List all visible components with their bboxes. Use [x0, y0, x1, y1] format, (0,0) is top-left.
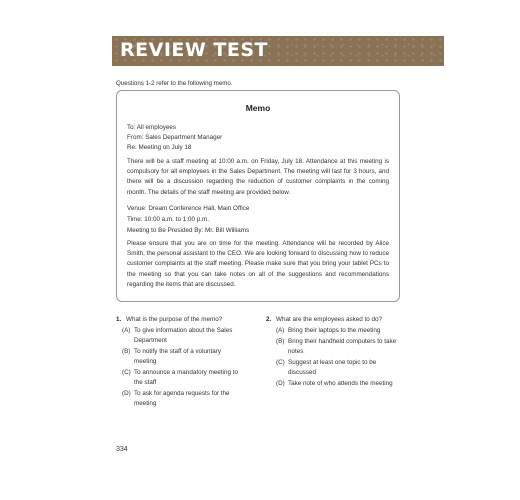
- review-test-banner: [112, 36, 444, 66]
- option-letter: (A): [122, 327, 131, 334]
- option-text: Bring their handheld computers to take notes: [288, 338, 397, 355]
- option-text: Suggest at least one topic to be discussed: [288, 359, 377, 376]
- memo-box: [116, 90, 400, 302]
- banner-title: REVIEW TEST: [120, 39, 269, 61]
- option-letter: (C): [122, 369, 131, 376]
- question-2-number: 2.: [266, 316, 272, 323]
- memo-venue: Venue: Dream Conference Hall, Main Office: [127, 205, 250, 212]
- option-letter: (D): [276, 380, 285, 387]
- memo-paragraph-2: Please ensure that you are on time for the meeting. Attendance will be recorded by Alice Smith, the personal assistant to the CEO. We are looking forward to discussing how to reduce customer complaints at the staff meeting. Please make sure that you bring your tablet PCs to the meeting so that you can take notes on all of the suggestions and recommendations regarding the items that are discussed.: [127, 240, 389, 288]
- memo-paragraph-1: There will be a staff meeting at 10:00 a.m. on Friday, July 18. Attendance at this meeting is compulsory for all employees in the Sales Department. The meeting will last for 3 hours, and there will be a discussion regarding the reduction of customer complaints in the coming month. The details of the staff meeting are provided below.: [127, 158, 389, 196]
- option-text: To give information about the Sales Department: [134, 327, 233, 344]
- questions-intro: Questions 1-2 refer to the following memo.: [116, 80, 233, 87]
- option-text: To notify the staff of a voluntary meeting: [134, 348, 222, 365]
- memo-time: Time: 10:00 a.m. to 1:00 p.m.: [127, 216, 210, 223]
- memo-presided: Meeting to Be Presided By: Mr. Bill Williams: [127, 227, 250, 234]
- option-text: Take note of who attends the meeting: [288, 380, 393, 387]
- memo-title: Memo: [245, 103, 271, 113]
- memo-to: To: All employees: [127, 124, 177, 131]
- option-letter: (B): [122, 348, 131, 355]
- question-1-number: 1.: [116, 316, 122, 323]
- memo-re: Re: Meeting on July 18: [127, 144, 192, 151]
- option-text: Bring their laptops to the meeting: [288, 327, 381, 334]
- question-2-text: What are the employees asked to do?: [276, 316, 383, 323]
- question-1-text: What is the purpose of the memo?: [126, 316, 223, 323]
- option-letter: (A): [276, 327, 285, 334]
- page-number: 334: [116, 446, 128, 453]
- option-text: To announce a mandatory meeting to the staff: [134, 369, 238, 386]
- memo-from: From: Sales Department Manager: [127, 134, 223, 141]
- option-letter: (D): [122, 390, 131, 397]
- option-letter: (C): [276, 359, 285, 366]
- option-letter: (B): [276, 338, 285, 345]
- option-text: To ask for agenda requests for the meeting: [134, 390, 230, 407]
